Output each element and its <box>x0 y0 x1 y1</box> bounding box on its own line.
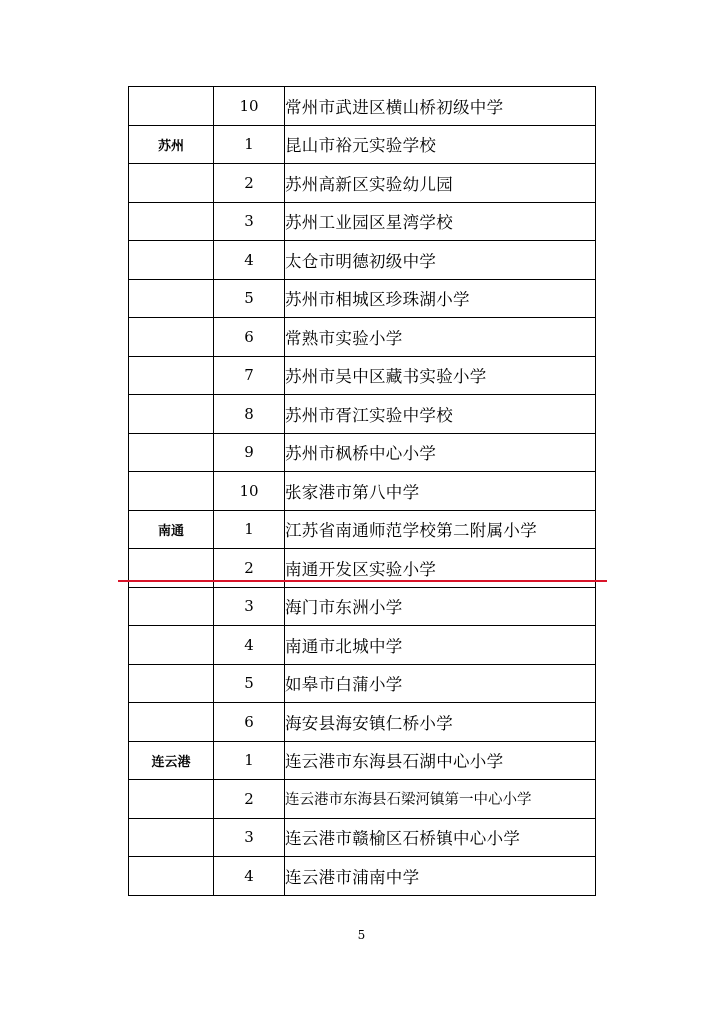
region-cell <box>129 318 214 357</box>
school-name-cell: 苏州工业园区星湾学校 <box>285 202 596 241</box>
school-name-cell: 苏州市胥江实验中学校 <box>285 395 596 434</box>
school-name-cell: 海安县海安镇仁桥小学 <box>285 703 596 742</box>
region-cell <box>129 433 214 472</box>
number-cell: 1 <box>214 510 285 549</box>
region-cell: 南通 <box>129 510 214 549</box>
table-row <box>129 587 596 626</box>
region-cell <box>129 857 214 896</box>
school-name-cell: 连云港市东海县石梁河镇第一中心小学 <box>285 780 596 819</box>
number-cell: 4 <box>214 241 285 280</box>
table-row <box>129 741 596 780</box>
table-row <box>129 164 596 203</box>
region-cell <box>129 356 214 395</box>
table-row <box>129 279 596 318</box>
school-name-cell: 南通开发区实验小学 <box>285 549 596 588</box>
school-name-cell: 张家港市第八中学 <box>285 472 596 511</box>
school-name-cell: 苏州市相城区珍珠湖小学 <box>285 279 596 318</box>
region-cell <box>129 395 214 434</box>
table-row <box>129 626 596 665</box>
region-cell <box>129 703 214 742</box>
table-row <box>129 356 596 395</box>
school-name-cell: 江苏省南通师范学校第二附属小学 <box>285 510 596 549</box>
school-name-cell: 昆山市裕元实验学校 <box>285 125 596 164</box>
table-row <box>129 857 596 896</box>
school-name-cell: 常州市武进区横山桥初级中学 <box>285 87 596 126</box>
school-name-cell: 常熟市实验小学 <box>285 318 596 357</box>
red-separator-line <box>118 580 607 582</box>
region-cell <box>129 87 214 126</box>
school-name-cell: 海门市东洲小学 <box>285 587 596 626</box>
table-row <box>129 125 596 164</box>
region-cell <box>129 164 214 203</box>
number-cell: 2 <box>214 780 285 819</box>
table-row <box>129 202 596 241</box>
page-number: 5 <box>357 928 366 942</box>
school-name-cell: 苏州高新区实验幼儿园 <box>285 164 596 203</box>
school-name-cell: 苏州市枫桥中心小学 <box>285 433 596 472</box>
number-cell: 2 <box>214 549 285 588</box>
school-name-cell: 南通市北城中学 <box>285 626 596 665</box>
number-cell: 9 <box>214 433 285 472</box>
school-table <box>128 86 596 896</box>
region-cell: 连云港 <box>129 741 214 780</box>
region-cell <box>129 472 214 511</box>
number-cell: 3 <box>214 818 285 857</box>
number-cell: 3 <box>214 202 285 241</box>
number-cell: 6 <box>214 703 285 742</box>
region-cell <box>129 626 214 665</box>
school-name-cell: 苏州市吴中区藏书实验小学 <box>285 356 596 395</box>
school-name-cell: 连云港市浦南中学 <box>285 857 596 896</box>
table-row <box>129 318 596 357</box>
school-name-cell: 连云港市东海县石湖中心小学 <box>285 741 596 780</box>
region-cell <box>129 780 214 819</box>
table-row <box>129 87 596 126</box>
number-cell: 10 <box>214 472 285 511</box>
region-cell <box>129 587 214 626</box>
table-row <box>129 433 596 472</box>
number-cell: 4 <box>214 857 285 896</box>
number-cell: 1 <box>214 125 285 164</box>
region-cell <box>129 664 214 703</box>
table-row <box>129 703 596 742</box>
number-cell: 4 <box>214 626 285 665</box>
school-name-cell: 连云港市赣榆区石桥镇中心小学 <box>285 818 596 857</box>
region-cell <box>129 241 214 280</box>
table-row <box>129 780 596 819</box>
number-cell: 5 <box>214 279 285 318</box>
table-row <box>129 818 596 857</box>
region-cell <box>129 202 214 241</box>
number-cell: 8 <box>214 395 285 434</box>
table-row <box>129 472 596 511</box>
number-cell: 6 <box>214 318 285 357</box>
region-cell <box>129 818 214 857</box>
region-cell: 苏州 <box>129 125 214 164</box>
number-cell: 5 <box>214 664 285 703</box>
number-cell: 1 <box>214 741 285 780</box>
table-row <box>129 395 596 434</box>
number-cell: 3 <box>214 587 285 626</box>
table-row <box>129 664 596 703</box>
number-cell: 7 <box>214 356 285 395</box>
region-cell <box>129 279 214 318</box>
school-name-cell: 太仓市明德初级中学 <box>285 241 596 280</box>
number-cell: 2 <box>214 164 285 203</box>
school-name-cell: 如皋市白蒲小学 <box>285 664 596 703</box>
table-row <box>129 510 596 549</box>
table-row <box>129 241 596 280</box>
number-cell: 10 <box>214 87 285 126</box>
